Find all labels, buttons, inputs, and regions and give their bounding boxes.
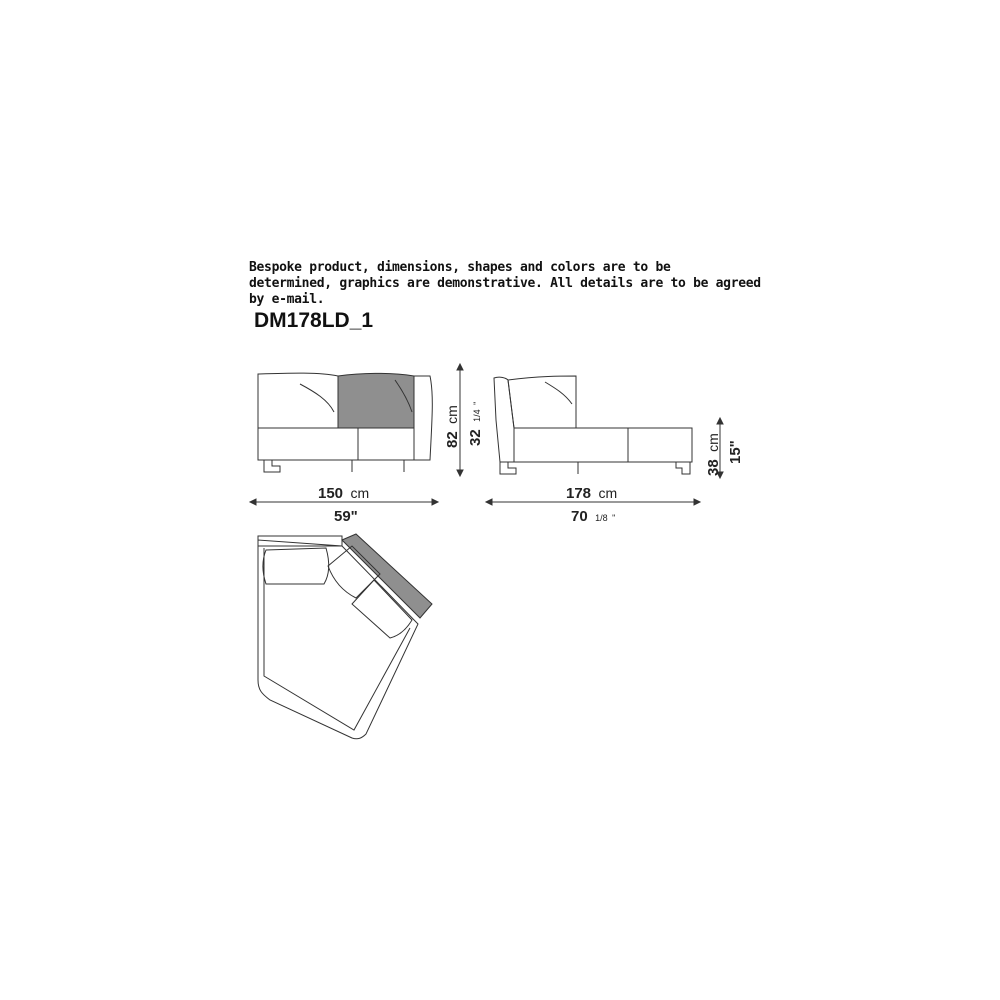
front-side-panel [414, 376, 432, 460]
disclaimer-line-2: determined, graphics are demonstrative. All details are to be agreed [249, 276, 761, 291]
side-back-cushion-fold [545, 382, 572, 404]
front-seat [258, 428, 414, 460]
disclaimer-line-1: Bespoke product, dimensions, shapes and colors are to be [249, 260, 671, 275]
side-length-arrow-left [486, 499, 492, 505]
side-leg-right [676, 462, 690, 474]
side-length-arrow-right [694, 499, 700, 505]
side-leg-left [500, 462, 516, 474]
side-length-cm: 178 cm [566, 485, 618, 502]
front-width-cm: 150 cm [318, 485, 370, 502]
front-height-in: 32 1/4 " [467, 401, 484, 446]
front-back-cushion-left [258, 373, 338, 428]
side-seat-cm: 38 cm [705, 433, 722, 476]
side-seat-arrow-top [717, 418, 723, 424]
side-backrest [494, 377, 514, 462]
front-view [250, 364, 463, 505]
front-width-in: 59" [334, 508, 358, 525]
product-code: DM178LD_1 [254, 309, 374, 332]
front-leg-left [264, 460, 280, 472]
front-width-arrow-left [250, 499, 256, 505]
front-back-cushion-right [338, 373, 414, 428]
side-back-cushion [508, 376, 576, 428]
front-height-cm: 82 cm [444, 405, 461, 448]
front-back-cushion-left-fold [300, 384, 334, 412]
top-cushion-left [263, 548, 329, 584]
front-width-arrow-right [432, 499, 438, 505]
side-seat [514, 428, 692, 462]
top-angled-backrest [342, 534, 432, 618]
front-height-arrow-top [457, 364, 463, 370]
top-view [258, 534, 432, 739]
disclaimer-line-3: by e-mail. [249, 292, 325, 307]
side-length-in: 70 1/8 " [571, 508, 616, 525]
side-seat-in: 15" [727, 440, 744, 464]
front-height-arrow-bottom [457, 470, 463, 476]
